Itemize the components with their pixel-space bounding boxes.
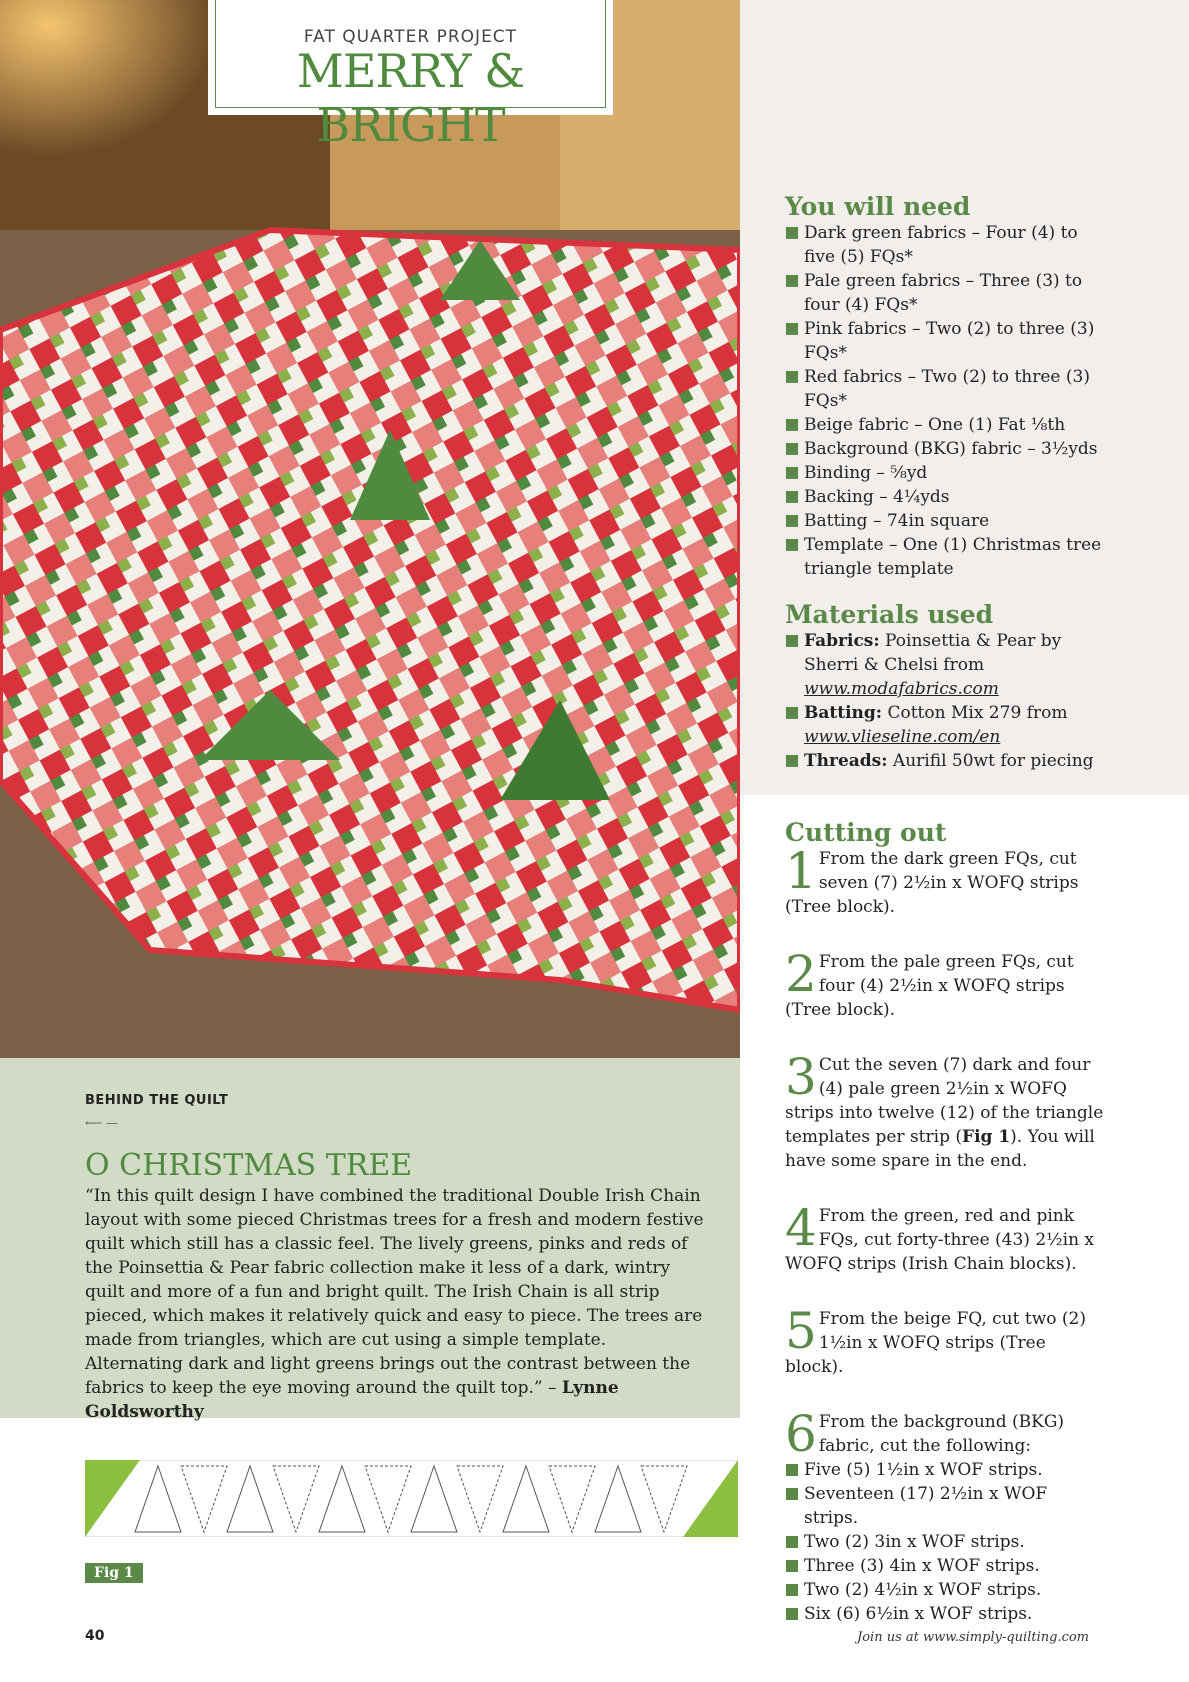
need-item: Background (BKG) fabric – 3½yds	[785, 437, 1105, 461]
quote-author: Lynne Goldsworthy	[85, 1378, 619, 1422]
quote-text: “In this quilt design I have combined the traditional Double Irish Chain layout with some pieced Christmas trees for a fresh and modern festive quilt which still has a classic feel. The lively greens, pinks and reds of the Poinsettia & Pear fabric collection make it less of a dark, wintry quilt and more of a fun and bright quilt. The Irish Chain is all strip pieced, which makes it relatively quick and easy to piece. The trees are made from triangles, which are cut using a simple template. Alternating dark and light greens brings out the contrast between the fabrics to keep the eye moving around the quilt top.” –	[85, 1186, 704, 1398]
triangle-template-figure	[85, 1460, 738, 1537]
step-number: 1	[785, 842, 817, 900]
step-number: 6	[785, 1405, 817, 1463]
materials-heading: Materials used	[785, 600, 994, 629]
need-item: Pale green fabrics – Three (3) to four (4) FQs*	[785, 269, 1105, 317]
material-label: Threads:	[804, 751, 888, 771]
cutting-step: 4 From the green, red and pink FQs, cut forty-three (43) 2½in x WOFQ strips (Irish Chain blocks).	[785, 1199, 1095, 1274]
cutting-step: 3 Cut the seven (7) dark and four (4) pale green 2½in x WOFQ strips into twelve (12) of the triangle templates per strip (Fig 1). You will have some spare in the end.	[785, 1048, 1104, 1171]
behind-title: O CHRISTMAS TREE	[85, 1148, 413, 1183]
material-item: Batting: Cotton Mix 279 from www.vlieseline.com/en	[785, 701, 1105, 749]
materials-section	[785, 600, 1105, 773]
material-link[interactable]: www.vlieseline.com/en	[804, 727, 1001, 747]
footer-link: Join us at www.simply-quilting.com	[857, 1630, 1089, 1645]
arrow-left-icon: ⟵ —	[85, 1116, 119, 1130]
bkg-cut-item: Six (6) 6½in x WOF strips.	[785, 1602, 1105, 1626]
need-item: Pink fabrics – Two (2) to three (3) FQs*	[785, 317, 1105, 365]
need-item: Dark green fabrics – Four (4) to five (5) FQs*	[785, 221, 1105, 269]
you-will-need-section	[785, 192, 1105, 581]
step-number: 4	[785, 1199, 817, 1257]
bkg-cut-item: Two (2) 4½in x WOF strips.	[785, 1578, 1105, 1602]
step-number: 5	[785, 1302, 817, 1360]
cutting-out-heading: Cutting out	[785, 818, 947, 847]
material-item: Threads: Aurifil 50wt for piecing	[785, 749, 1105, 773]
need-item: Red fabrics – Two (2) to three (3) FQs*	[785, 365, 1105, 413]
need-item: Beige fabric – One (1) Fat ⅛th	[785, 413, 1105, 437]
cutting-step: 5 From the beige FQ, cut two (2) 1½in x WOFQ strips (Tree block).	[785, 1302, 1086, 1377]
quilt-photo	[0, 0, 740, 1058]
you-will-need-list	[785, 221, 1105, 581]
cutting-step: 6 From the background (BKG) fabric, cut the following:	[785, 1405, 1065, 1463]
behind-quote	[85, 1184, 705, 1424]
cutting-step: 1 From the dark green FQs, cut seven (7) 2½in x WOFQ strips (Tree block).	[785, 842, 1079, 917]
step-number: 3	[785, 1048, 817, 1106]
need-item: Binding – ⅝yd	[785, 461, 1105, 485]
cutting-out-section	[785, 818, 1105, 1626]
material-item: Fabrics: Poinsettia & Pear by Sherri & Chelsi from www.modafabrics.com	[785, 629, 1105, 701]
behind-kicker: BEHIND THE QUILT	[85, 1093, 229, 1108]
need-item: Batting – 74in square	[785, 509, 1105, 533]
bkg-cut-list	[785, 1458, 1105, 1626]
you-will-need-heading: You will need	[785, 192, 971, 221]
title-box	[208, 0, 613, 152]
bkg-cut-item: Two (2) 3in x WOF strips.	[785, 1530, 1105, 1554]
title-kicker: FAT QUARTER PROJECT	[303, 27, 518, 47]
step-number: 2	[785, 945, 817, 1003]
material-label: Batting:	[804, 703, 883, 723]
material-link[interactable]: www.modafabrics.com	[804, 679, 999, 699]
material-label: Fabrics:	[804, 631, 880, 651]
need-item: Backing – 4¼yds	[785, 485, 1105, 509]
fig-1-label: Fig 1	[85, 1563, 143, 1583]
bkg-cut-item: Five (5) 1½in x WOF strips.	[785, 1458, 1105, 1482]
bkg-cut-item: Three (3) 4in x WOF strips.	[785, 1554, 1105, 1578]
page-title: MERRY & BRIGHT	[296, 44, 525, 152]
cutting-steps	[785, 842, 1105, 1626]
need-item: Template – One (1) Christmas tree triangle template	[785, 533, 1105, 581]
cutting-step: 2 From the pale green FQs, cut four (4) 2½in x WOFQ strips (Tree block).	[785, 945, 1074, 1020]
bkg-cut-item: Seventeen (17) 2½in x WOF strips.	[785, 1482, 1105, 1530]
materials-list	[785, 629, 1105, 773]
page-number: 40	[85, 1628, 105, 1644]
